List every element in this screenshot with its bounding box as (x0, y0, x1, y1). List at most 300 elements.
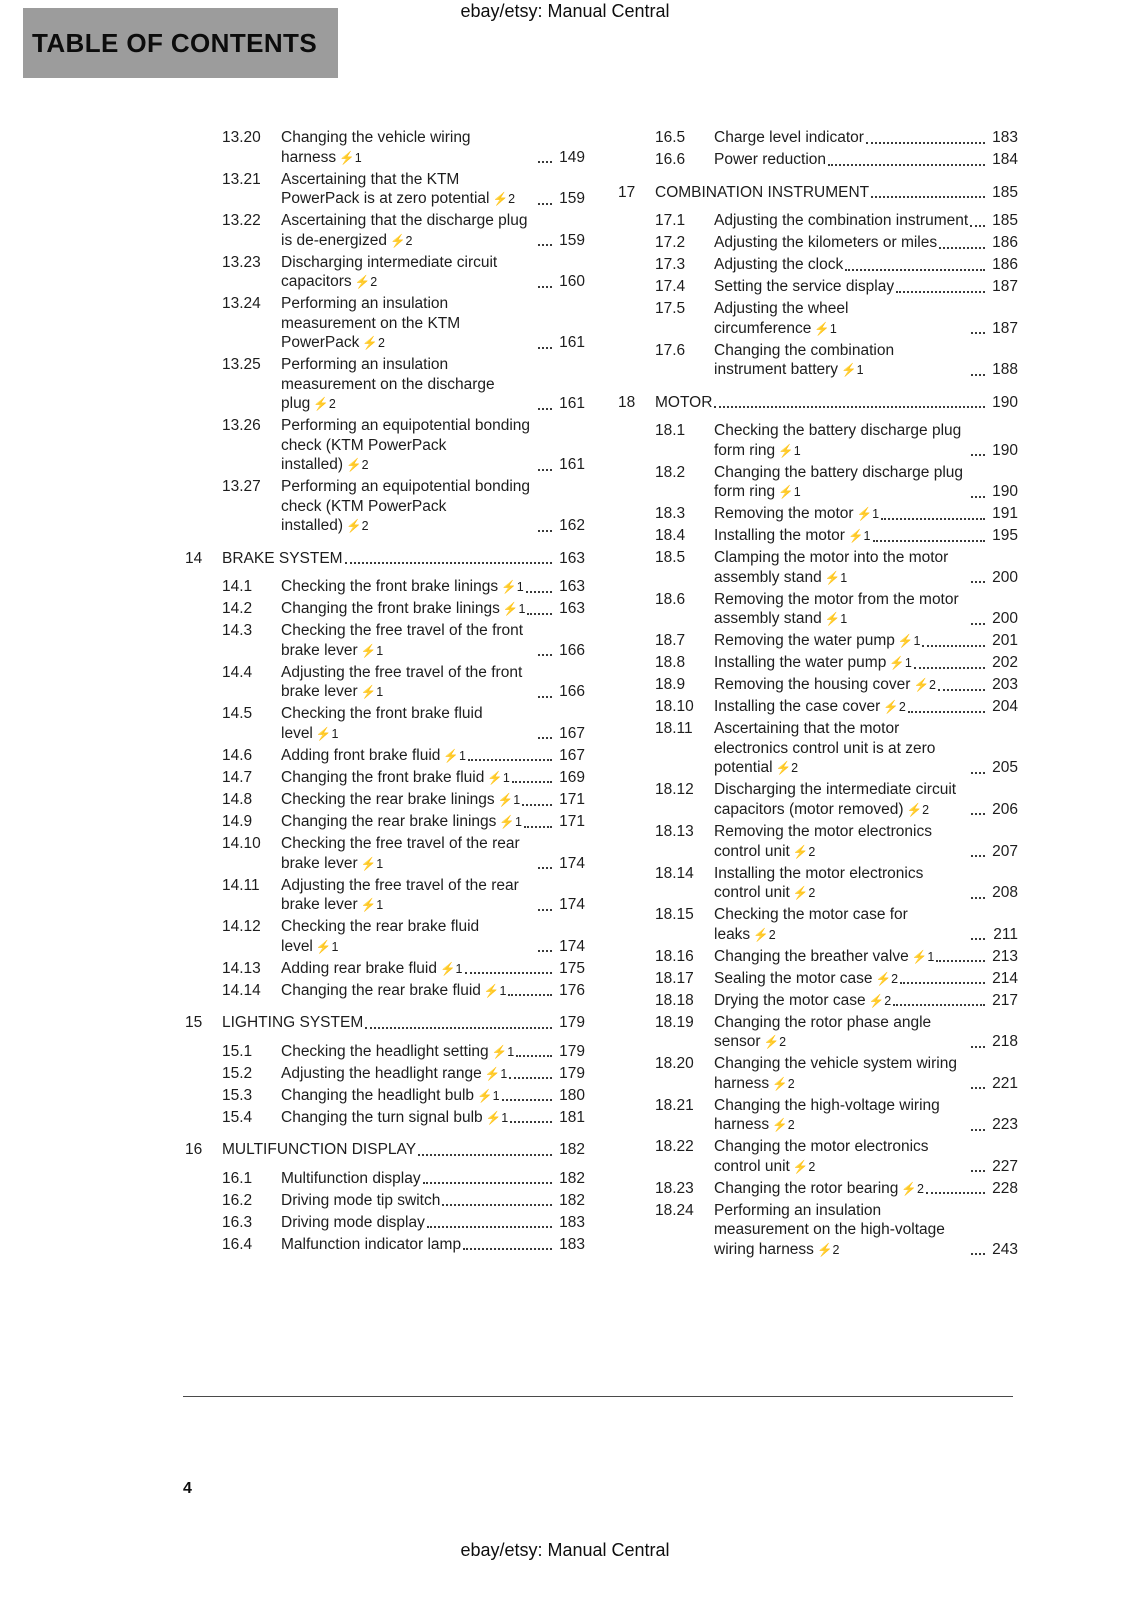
toc-entry-title: Changing the rear brake linings (281, 813, 497, 830)
qualification-icon: ⚡1 (841, 363, 864, 378)
toc-entry-number: 18.21 (655, 1096, 694, 1114)
toc-entry-page: 176 (559, 981, 585, 999)
dot-leader-icon (463, 1248, 552, 1250)
toc-columns (185, 128, 1018, 1262)
toc-entry-page: 221 (992, 1074, 1018, 1092)
dot-leader-icon (866, 142, 985, 144)
toc-entry-title: Checking the front brake linings (281, 578, 499, 596)
qualification-icon: ⚡1 (889, 656, 912, 671)
toc-entry-number: 17.3 (655, 256, 686, 274)
qualification-icon: ⚡1 (360, 685, 384, 700)
qualification-icon: ⚡1 (497, 792, 521, 807)
dot-leader-icon (468, 759, 552, 761)
toc-entry-number: 13.25 (222, 356, 261, 374)
dot-leader-icon (524, 826, 552, 828)
toc-entry-title: LIGHTING SYSTEM (222, 1014, 364, 1032)
toc-entry-number: 15.4 (222, 1108, 253, 1126)
toc-entry-number: 16.6 (655, 151, 686, 169)
qualification-icon: ⚡1 (499, 815, 522, 829)
toc-section-entry (185, 1191, 585, 1211)
toc-entry-number: 18.24 (655, 1201, 694, 1219)
dot-leader-icon (418, 1154, 552, 1156)
toc-entry-page: 179 (559, 1042, 585, 1060)
toc-section-entry (185, 959, 585, 979)
toc-entry-label (714, 504, 879, 524)
toc-section-entry (618, 150, 1018, 170)
toc-section-entry (185, 1169, 585, 1189)
toc-entry-label (222, 1013, 363, 1033)
toc-entry-page: 171 (559, 813, 585, 830)
toc-entry-title: Installing the case cover (714, 698, 881, 716)
toc-entry-number: 18.17 (655, 969, 694, 987)
dot-leader-icon (896, 291, 985, 293)
toc-entry-label (714, 1201, 969, 1260)
dot-leader-icon (510, 1121, 552, 1123)
toc-entry-title: Adjusting the headlight range (281, 1064, 482, 1082)
qualification-icon: ⚡1 (485, 1110, 509, 1125)
qualification-icon: ⚡1 (439, 961, 463, 976)
toc-chapter-entry (618, 393, 1018, 413)
dot-leader-icon (442, 1204, 552, 1206)
toc-section-entry (185, 790, 585, 810)
toc-entry-number: 17.6 (655, 341, 686, 359)
toc-section-entry (618, 780, 1018, 819)
toc-chapter-entry (185, 1013, 585, 1033)
toc-entry-label (281, 876, 536, 915)
toc-entry-label (714, 421, 969, 460)
toc-section-entry (185, 746, 585, 766)
toc-entry-number: 13.26 (222, 417, 261, 435)
dot-leader-icon (971, 855, 985, 857)
toc-entry-title: Performing an equipotential bonding check (KTM PowerPack installed) (281, 478, 531, 535)
toc-entry-page: 160 (559, 273, 585, 291)
page-header-title: ebay/etsy: Manual Central (460, 1, 670, 21)
dot-leader-icon (971, 1046, 985, 1048)
toc-entry-title: Checking the front brake fluid level (281, 705, 483, 742)
toc-entry-page: 217 (992, 991, 1018, 1009)
qualification-icon: ⚡1 (360, 856, 384, 871)
toc-entry-title: COMBINATION INSTRUMENT (655, 183, 870, 201)
toc-entry-page: 163 (559, 549, 585, 567)
toc-entry-title: Changing the turn signal bulb (281, 1108, 483, 1126)
qualification-icon: ⚡1 (778, 443, 801, 458)
qualification-icon: ⚡2 (868, 993, 892, 1008)
toc-section-entry (185, 355, 585, 414)
toc-section-entry (185, 704, 585, 743)
toc-entry-page: 166 (559, 683, 585, 701)
qualification-icon: ⚡2 (906, 802, 930, 817)
toc-entry-title: Adjusting the combination instrument (714, 212, 969, 230)
toc-section-entry (618, 233, 1018, 253)
dot-leader-icon (828, 164, 985, 166)
toc-entry-page: 187 (992, 278, 1018, 296)
toc-entry-number: 18.13 (655, 822, 694, 840)
toc-entry-number: 18.3 (655, 505, 686, 523)
footer-divider (183, 1396, 1013, 1397)
toc-entry-number: 18.1 (655, 422, 686, 440)
toc-entry-title: Clamping the motor into the motor assembly stand (714, 549, 949, 586)
toc-entry-title: Changing the rotor phase angle sensor (714, 1013, 932, 1051)
toc-section-entry (618, 590, 1018, 629)
toc-section-entry (185, 477, 585, 536)
dot-leader-icon (509, 1077, 552, 1079)
toc-entry-title: Performing an insulation measurement on the discharge plug (281, 356, 495, 413)
toc-section-entry (185, 917, 585, 956)
toc-entry-label (714, 590, 969, 629)
dot-leader-icon (893, 1004, 985, 1006)
toc-section-entry (185, 170, 585, 209)
toc-section-entry (618, 947, 1018, 967)
dot-leader-icon (465, 972, 553, 974)
dot-leader-icon (427, 1226, 552, 1228)
toc-entry-page: 183 (559, 1235, 585, 1253)
toc-entry-label (714, 969, 898, 989)
toc-entry-page: 200 (992, 610, 1018, 628)
toc-entry-number: 15 (185, 1014, 203, 1032)
toc-entry-page: 174 (559, 854, 585, 872)
toc-section-entry (185, 599, 585, 619)
dot-leader-icon (365, 1027, 552, 1029)
qualification-icon: ⚡2 (901, 1181, 924, 1196)
qualification-icon: ⚡2 (792, 844, 816, 859)
toc-entry-number: 15.2 (222, 1064, 253, 1082)
toc-entry-label (281, 959, 463, 979)
toc-entry-label (281, 790, 520, 810)
toc-entry-label (281, 663, 536, 702)
toc-section-entry (618, 504, 1018, 524)
qualification-icon: ⚡1 (824, 570, 848, 585)
toc-entry-title: Installing the water pump (714, 654, 887, 672)
dot-leader-icon (538, 909, 552, 911)
dot-leader-icon (873, 540, 986, 542)
toc-section-entry (185, 834, 585, 873)
dot-leader-icon (538, 408, 552, 410)
toc-section-entry (185, 253, 585, 292)
toc-entry-title: Ascertaining that the motor electronics control unit is at zero potential (714, 720, 936, 777)
dot-leader-icon (345, 562, 552, 564)
toc-entry-title: Removing the motor (714, 505, 854, 523)
toc-section-entry (618, 822, 1018, 861)
toc-entry-title: Changing the vehicle wiring harness (281, 129, 471, 166)
dot-leader-icon (538, 347, 552, 349)
toc-entry-number: 13.22 (222, 212, 261, 230)
toc-entry-label (714, 341, 969, 380)
qualification-icon: ⚡1 (778, 485, 801, 500)
toc-section-entry (185, 1213, 585, 1233)
qualification-icon: ⚡2 (792, 1159, 816, 1174)
toc-entry-title: BRAKE SYSTEM (222, 549, 343, 567)
toc-entry-page: 206 (992, 800, 1018, 818)
toc-entry-label (714, 233, 937, 253)
toc-entry-title: MOTOR (655, 393, 713, 411)
qualification-icon: ⚡1 (487, 770, 510, 785)
toc-entry-page: 185 (992, 212, 1018, 230)
toc-entry-label (714, 991, 891, 1011)
toc-entry-number: 17.4 (655, 278, 686, 296)
toc-entry-label (714, 277, 894, 297)
toc-entry-page: 182 (559, 1191, 585, 1209)
toc-entry-label (714, 947, 934, 967)
toc-entry-title: Drying the motor case (714, 991, 866, 1009)
toc-entry-page: 205 (992, 759, 1018, 777)
toc-entry-label (714, 548, 969, 587)
toc-entry-page: 227 (992, 1157, 1018, 1175)
dot-leader-icon (938, 689, 985, 691)
toc-chapter-entry (618, 183, 1018, 203)
toc-entry-label (281, 355, 536, 414)
toc-entry-number: 18.10 (655, 698, 694, 716)
toc-entry-label (281, 917, 536, 956)
toc-entry-label (281, 253, 536, 292)
toc-entry-number: 18.16 (655, 947, 694, 965)
toc-entry-label (281, 1064, 507, 1084)
toc-entry-number: 18.9 (655, 676, 686, 694)
qualification-icon: ⚡2 (354, 275, 378, 290)
toc-entry-number: 13.20 (222, 129, 261, 146)
toc-entry-number: 18 (618, 393, 636, 411)
toc-entry-number: 18.19 (655, 1013, 694, 1031)
toc-entry-page: 163 (559, 600, 585, 618)
toc-entry-title: Changing the motor electronics control unit (714, 1138, 929, 1175)
toc-entry-number: 18.22 (655, 1138, 694, 1156)
toc-entry-number: 14.10 (222, 835, 261, 853)
toc-entry-label (281, 1042, 514, 1062)
toc-entry-number: 14.6 (222, 746, 253, 764)
dot-leader-icon (538, 469, 552, 471)
toc-entry-page: 187 (992, 319, 1018, 337)
dot-leader-icon (538, 244, 552, 246)
qualification-icon: ⚡1 (491, 1044, 515, 1059)
toc-entry-page: 159 (559, 231, 585, 249)
toc-section-entry (618, 1137, 1018, 1176)
toc-entry-number: 18.7 (655, 632, 686, 650)
toc-entry-page: 171 (559, 790, 585, 808)
dot-leader-icon (971, 813, 985, 815)
qualification-icon: ⚡2 (775, 761, 799, 776)
toc-entry-number: 17.1 (655, 212, 686, 230)
toc-entry-label (714, 211, 968, 231)
toc-entry-label (281, 1235, 461, 1255)
toc-entry-label (281, 128, 536, 167)
toc-title-banner (23, 8, 338, 78)
toc-entry-label (714, 1137, 969, 1176)
toc-column-right (618, 128, 1018, 1262)
qualification-icon: ⚡2 (883, 700, 906, 715)
qualification-icon: ⚡2 (492, 192, 516, 207)
qualification-icon: ⚡2 (816, 1242, 840, 1257)
qualification-icon: ⚡1 (360, 643, 384, 658)
qualification-icon: ⚡2 (913, 678, 936, 693)
toc-entry-label (714, 1179, 924, 1199)
toc-entry-label (281, 170, 536, 209)
toc-entry-page: 218 (992, 1033, 1018, 1051)
toc-entry-title: Removing the motor from the motor assembly stand (714, 590, 959, 628)
qualification-icon: ⚡2 (875, 971, 899, 986)
toc-entry-page: 186 (992, 234, 1018, 252)
dot-leader-icon (971, 581, 985, 583)
toc-section-entry (618, 463, 1018, 502)
toc-entry-number: 14.8 (222, 790, 253, 808)
toc-entry-page: 190 (992, 441, 1018, 459)
qualification-icon: ⚡2 (772, 1076, 795, 1091)
dot-leader-icon (714, 406, 985, 408)
toc-section-entry (618, 128, 1018, 148)
toc-entry-title: Power reduction (714, 151, 827, 169)
toc-entry-title: Changing the breather valve (714, 947, 909, 965)
toc-entry-title: Installing the motor electronics control unit (714, 864, 924, 902)
toc-entry-title: Changing the headlight bulb (281, 1086, 475, 1104)
toc-entry-title: Removing the motor electronics control unit (714, 822, 932, 860)
page-footer-title: ebay/etsy: Manual Central (460, 1540, 670, 1560)
toc-section-entry (185, 1064, 585, 1084)
toc-entry-page: 159 (559, 190, 585, 208)
toc-entry-page: 174 (559, 937, 585, 955)
toc-section-entry (185, 768, 585, 788)
dot-leader-icon (971, 772, 985, 774)
toc-section-entry (618, 1201, 1018, 1260)
toc-section-entry (618, 548, 1018, 587)
toc-section-entry (618, 1096, 1018, 1135)
toc-section-entry (185, 416, 585, 475)
dot-leader-icon (971, 938, 985, 940)
toc-section-entry (618, 631, 1018, 651)
toc-entry-label (655, 183, 869, 203)
toc-entry-title: Driving mode tip switch (281, 1191, 441, 1209)
qualification-icon: ⚡1 (339, 150, 362, 165)
toc-section-entry (185, 577, 585, 597)
toc-section-entry (185, 1086, 585, 1106)
toc-entry-page: 182 (559, 1169, 585, 1187)
toc-entry-number: 15.1 (222, 1042, 253, 1060)
dot-leader-icon (538, 696, 552, 698)
toc-entry-label (714, 864, 969, 903)
toc-entry-page: 207 (992, 842, 1018, 860)
toc-entry-number: 18.14 (655, 864, 694, 882)
toc-entry-title: Sealing the motor case (714, 969, 873, 987)
toc-section-entry (618, 864, 1018, 903)
toc-entry-label (281, 704, 536, 743)
toc-section-entry (185, 876, 585, 915)
toc-entry-title: Ascertaining that the KTM PowerPack is at zero potential (281, 170, 490, 208)
toc-entry-page: 163 (559, 578, 585, 596)
dot-leader-icon (538, 654, 552, 656)
toc-entry-page: 186 (992, 256, 1018, 274)
dot-leader-icon (538, 737, 552, 739)
toc-section-entry (185, 663, 585, 702)
toc-entry-title: Removing the water pump (714, 632, 895, 650)
toc-entry-page: 161 (559, 334, 585, 352)
toc-entry-label (714, 463, 969, 502)
page-title: TABLE OF CONTENTS (32, 27, 318, 58)
qualification-icon: ⚡1 (897, 634, 921, 649)
toc-entry-title: Changing the front brake linings (281, 600, 500, 618)
dot-leader-icon (971, 332, 985, 334)
toc-entry-label (714, 128, 864, 148)
qualification-icon: ⚡2 (389, 233, 413, 248)
toc-entry-number: 16.1 (222, 1169, 253, 1187)
toc-entry-number: 13.24 (222, 295, 261, 313)
toc-chapter-entry (185, 1140, 585, 1160)
dot-leader-icon (971, 1253, 985, 1255)
toc-entry-title: Adjusting the kilometers or miles (714, 234, 938, 252)
qualification-icon: ⚡1 (484, 1066, 508, 1081)
toc-entry-title: Performing an equipotential bonding check (KTM PowerPack installed) (281, 417, 531, 474)
dot-leader-icon (538, 950, 552, 952)
toc-entry-label (714, 822, 969, 861)
qualification-icon: ⚡2 (763, 1035, 787, 1050)
dot-leader-icon (939, 247, 985, 249)
toc-entry-title: Malfunction indicator lamp (281, 1235, 462, 1253)
toc-entry-page: 195 (992, 527, 1018, 545)
toc-entry-page: 169 (559, 768, 585, 786)
toc-entry-label (281, 1213, 425, 1233)
toc-entry-page: 213 (992, 947, 1018, 965)
toc-entry-title: Changing the vehicle system wiring harness (714, 1055, 957, 1092)
toc-section-entry (618, 1054, 1018, 1093)
toc-entry-page: 223 (992, 1116, 1018, 1134)
dot-leader-icon (538, 286, 552, 288)
toc-entry-page: 182 (559, 1141, 585, 1159)
toc-entry-title: Checking the battery discharge plug form ring (714, 422, 962, 459)
toc-entry-number: 18.23 (655, 1179, 694, 1197)
toc-entry-title: Checking the rear brake fluid level (281, 918, 480, 955)
toc-entry-number: 18.15 (655, 906, 694, 924)
qualification-icon: ⚡2 (346, 519, 369, 534)
toc-entry-title: Adjusting the free travel of the rear brake lever (281, 876, 519, 914)
toc-entry-page: 190 (992, 393, 1018, 411)
toc-entry-title: Adjusting the wheel circumference (714, 300, 849, 337)
qualification-icon: ⚡2 (753, 927, 776, 942)
toc-section-entry (185, 1108, 585, 1128)
toc-entry-number: 16.5 (655, 129, 686, 146)
toc-entry-page: 179 (559, 1064, 585, 1082)
toc-section-entry (618, 421, 1018, 460)
dot-leader-icon (526, 591, 552, 593)
toc-entry-label (281, 599, 525, 619)
toc-entry-title: Performing an insulation measurement on the high-voltage wiring harness (714, 1201, 945, 1258)
dot-leader-icon (502, 1099, 552, 1101)
dot-leader-icon (914, 667, 985, 669)
qualification-icon: ⚡2 (346, 458, 369, 473)
toc-section-entry (185, 211, 585, 250)
toc-entry-number: 18.8 (655, 654, 686, 672)
toc-entry-label (714, 905, 969, 944)
toc-entry-number: 18.6 (655, 590, 686, 608)
toc-entry-label (714, 780, 969, 819)
toc-entry-page: 183 (992, 129, 1018, 146)
toc-entry-number: 16 (185, 1141, 203, 1159)
toc-entry-number: 18.4 (655, 527, 686, 545)
toc-section-entry (185, 621, 585, 660)
toc-entry-title: Discharging intermediate circuit capacitors (281, 253, 498, 291)
toc-entry-page: 203 (992, 676, 1018, 694)
toc-entry-title: Changing the rotor bearing (714, 1179, 899, 1197)
toc-entry-label (714, 653, 912, 673)
toc-entry-title: Changing the front brake fluid (281, 768, 485, 786)
dot-leader-icon (900, 982, 985, 984)
toc-entry-number: 14.7 (222, 768, 253, 786)
toc-column-left (185, 128, 585, 1262)
toc-entry-label (281, 621, 536, 660)
toc-entry-title: MULTIFUNCTION DISPLAY (222, 1141, 417, 1159)
toc-entry-page: 228 (992, 1179, 1018, 1197)
qualification-icon: ⚡1 (847, 529, 871, 544)
toc-entry-label (714, 719, 969, 778)
toc-entry-page: 180 (559, 1086, 585, 1104)
toc-entry-title: Removing the housing cover (714, 676, 911, 694)
toc-entry-label (222, 549, 343, 569)
toc-entry-page: 188 (992, 361, 1018, 379)
